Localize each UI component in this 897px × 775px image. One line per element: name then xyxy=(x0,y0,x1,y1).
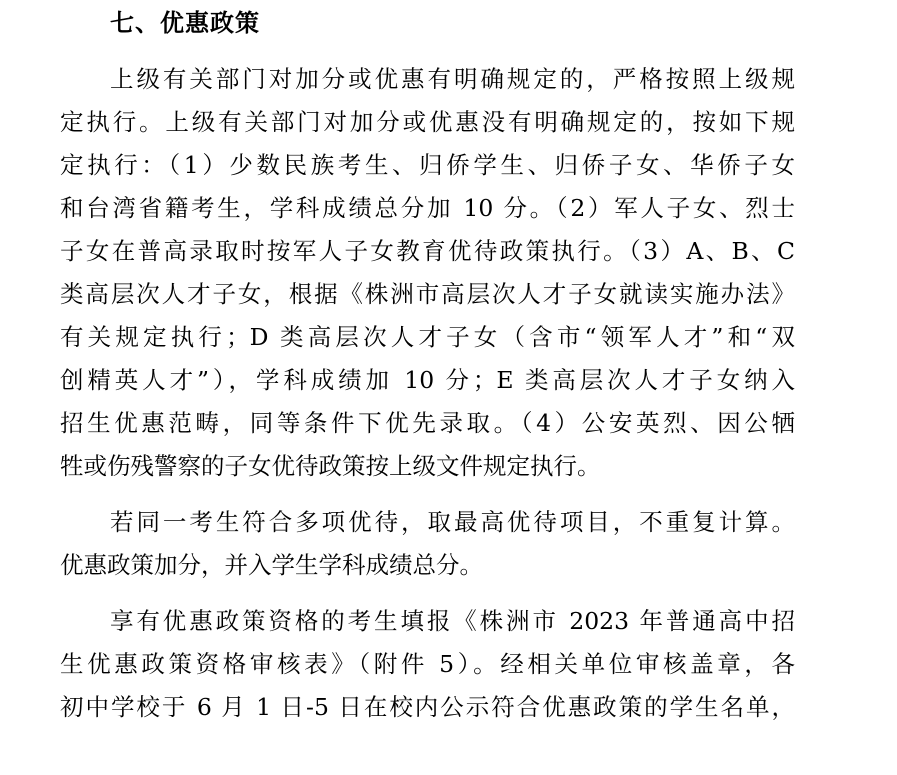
paragraph-line: 创精英人才”），学科成绩加 10 分；E 类高层次人才子女纳入 xyxy=(60,366,795,394)
paragraph-line: 有关规定执行；D 类高层次人才子女（含市“领军人才”和“双 xyxy=(60,323,795,351)
paragraph-line: 和台湾省籍考生，学科成绩总分加 10 分。（2）军人子女、烈士 xyxy=(60,194,795,222)
section-heading: 七、优惠政策 xyxy=(110,8,260,37)
paragraph-line: 生优惠政策资格审核表》（附件 5）。经相关单位审核盖章，各 xyxy=(60,650,795,678)
paragraph-line: 若同一考生符合多项优待，取最高优待项目，不重复计算。 xyxy=(110,508,795,536)
paragraph-line: 优惠政策加分，并入学生学科成绩总分。 xyxy=(60,551,483,579)
paragraph-line: 初中学校于 6 月 1 日-5 日在校内公示符合优惠政策的学生名单， xyxy=(60,693,795,721)
paragraph-line: 子女在普高录取时按军人子女教育优待政策执行。（3）A、B、C xyxy=(60,237,795,265)
paragraph-line: 享有优惠政策资格的考生填报《株洲市 2023 年普通高中招 xyxy=(110,607,795,635)
paragraph-line: 牲或伤残警察的子女优待政策按上级文件规定执行。 xyxy=(60,452,601,480)
paragraph-line: 上级有关部门对加分或优惠有明确规定的，严格按照上级规 xyxy=(110,65,795,93)
paragraph-line: 招生优惠范畴，同等条件下优先录取。（4）公安英烈、因公牺 xyxy=(60,409,795,437)
paragraph-line: 类高层次人才子女，根据《株洲市高层次人才子女就读实施办法》 xyxy=(60,280,795,308)
paragraph-line: 定执行。上级有关部门对加分或优惠没有明确规定的，按如下规 xyxy=(60,108,795,136)
paragraph-line: 定执行：（1）少数民族考生、归侨学生、归侨子女、华侨子女 xyxy=(60,151,795,179)
